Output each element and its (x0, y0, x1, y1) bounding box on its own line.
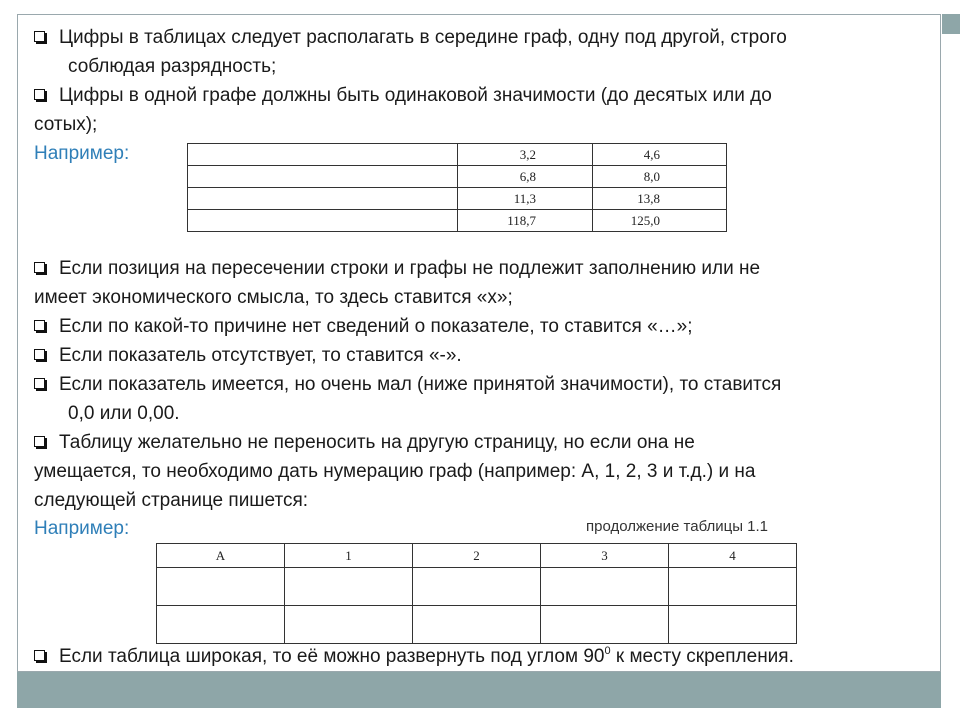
checkbox-bullet-icon (34, 320, 45, 331)
table-header-row (157, 544, 797, 568)
column-number-cell: 3 (541, 544, 669, 568)
rule-same-precision (34, 81, 772, 139)
table-row (188, 210, 727, 232)
checkbox-bullet-icon (34, 31, 45, 42)
column-number-cell: 2 (413, 544, 541, 568)
column-number-cell: 1 (285, 544, 413, 568)
rule-page-break (34, 428, 755, 515)
table-cell: 3,2 (458, 144, 593, 166)
rule-x-mark (34, 254, 760, 312)
table-cell: 11,3 (458, 188, 593, 210)
rule-text-line: соблюдая разрядность; (68, 56, 277, 77)
rule-center-digits (34, 23, 787, 81)
table-cell (413, 568, 541, 606)
rule-text-line: Цифры в таблицах следует располагать в середине граф, одну под другой, строго (59, 27, 787, 48)
checkbox-bullet-icon (34, 378, 45, 389)
rule-text-line: Таблицу желательно не переносить на другую страницу, но если она не (59, 432, 695, 453)
column-number-cell: А (157, 544, 285, 568)
rule-no-data (34, 312, 693, 341)
table-cell (188, 210, 458, 232)
footer-band (17, 672, 941, 708)
table-cell: 118,7 (458, 210, 593, 232)
rule-absent (34, 341, 462, 370)
table-cell: 8,0 (593, 166, 727, 188)
corner-decoration (942, 14, 960, 34)
rule-text-line: к месту скрепления. (610, 646, 794, 667)
rule-text-line: Если по какой-то причине нет сведений о показателе, то ставится «…»; (59, 316, 693, 337)
table-row (188, 166, 727, 188)
rule-text-line: Цифры в одной графе должны быть одинаковой значимости (до десятых или до (59, 85, 772, 106)
checkbox-bullet-icon (34, 436, 45, 447)
rule-text-line: следующей странице пишется: (34, 490, 309, 511)
example-label: Например: (34, 143, 130, 164)
column-number-cell: 4 (669, 544, 797, 568)
table-cell (157, 568, 285, 606)
continuation-table (156, 543, 797, 644)
rule-text-line: Если показатель имеется, но очень мал (ниже принятой значимости), то ставится (59, 374, 782, 395)
checkbox-bullet-icon (34, 349, 45, 360)
table-cell (285, 568, 413, 606)
degree-superscript: 0 (604, 645, 611, 657)
rule-text-line: имеет экономического смысла, то здесь ставится «х»; (34, 287, 513, 308)
table-cell (188, 188, 458, 210)
rule-text-line: Если таблица широкая, то её можно развернуть под углом 90 (59, 646, 605, 667)
rule-text-line: умещается, то необходимо дать нумерацию граф (например: А, 1, 2, 3 и т.д.) и на (34, 461, 756, 482)
table-cell (188, 166, 458, 188)
checkbox-bullet-icon (34, 262, 45, 273)
table-cell: 6,8 (458, 166, 593, 188)
rule-text-line: Если показатель отсутствует, то ставится «-». (59, 345, 462, 366)
table-cell: 13,8 (593, 188, 727, 210)
table-cell: 4,6 (593, 144, 727, 166)
checkbox-bullet-icon (34, 89, 45, 100)
table-continuation-caption: продолжение таблицы 1.1 (586, 518, 769, 535)
example-label: Например: (34, 518, 130, 539)
table-row (188, 188, 727, 210)
rule-very-small (34, 370, 781, 428)
rule-text-line: 0,0 или 0,00. (68, 403, 180, 424)
table-cell (188, 144, 458, 166)
table-cell (669, 568, 797, 606)
table-row (157, 568, 797, 606)
rule-wide-table (34, 637, 794, 671)
checkbox-bullet-icon (34, 650, 45, 661)
table-row (188, 144, 727, 166)
rule-text-line: сотых); (34, 114, 98, 135)
table-cell (541, 568, 669, 606)
example-number-table (187, 143, 727, 232)
rule-text-line: Если позиция на пересечении строки и графы не подлежит заполнению или не (59, 258, 761, 279)
table-cell: 125,0 (593, 210, 727, 232)
